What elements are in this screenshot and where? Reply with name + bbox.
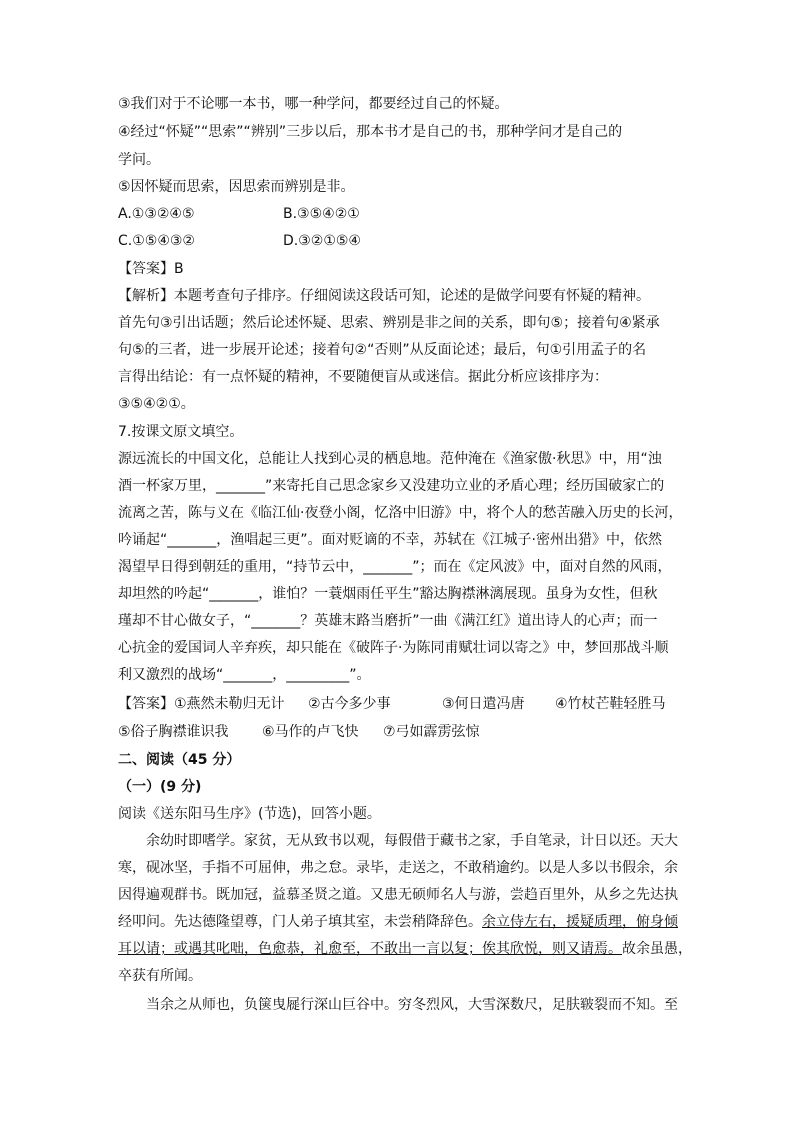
passage-line: 寒，砚冰坚，手指不可屈伸，弗之怠。录毕，走送之，不敢稍逾约。以是人多以书假余，余 [118, 860, 678, 876]
q7-body-line: 却坦然的吟起“_______，谁怕？一蓑烟雨任平生”豁达胸襟淋漓展现。虽身为女性，但秋 [118, 586, 658, 602]
passage-line: 余幼时即嗜学。家贫，无从致书以观，每假借于藏书之家，手自笔录，计日以还。天大 [146, 833, 678, 849]
q7-body-line: 瑾却不甘心做女子，“_______？英雄末路当磨折”一曲《满江红》道出诗人的心声；而一 [118, 613, 658, 629]
q7-answer-item: ⑥马作的卢飞快 [262, 724, 359, 740]
passage-line: 因得遍观群书。既加冠，益慕圣贤之道。又患无硕师名人与游，尝趋百里外，从乡之先达执 [118, 887, 678, 903]
q7-body-line: 流离之苦，陈与义在《临江仙·夜登小阁，忆洛中旧游》中，将个人的愁苦融入历史的长河， [118, 505, 683, 521]
sentence-4-cont: 学问。 [118, 152, 160, 168]
q7-answer-item: ④竹杖芒鞋轻胜马 [555, 696, 666, 712]
passage-text: 故余虽愚， [622, 941, 692, 957]
q7-answer-item: ⑤俗子胸襟谁识我 [118, 724, 229, 740]
q6-analysis-line: 句⑤的三者，进一步展开论述；接着句②“否则”从反面论述；最后，句①引用孟子的名 [118, 342, 647, 358]
q6-analysis-line: 言得出结论：有一点怀疑的精神，不要随便盲从或迷信。据此分析应该排序为： [118, 369, 608, 385]
passage-underlined: 余立侍左右，援疑质理，俯身倾 [482, 914, 678, 930]
q7-answer-item: ⑦弓如霹雳弦惊 [383, 724, 480, 740]
q7-body-line: 利又激烈的战场“_______，_________”。 [118, 667, 371, 683]
q7-body-line: 源远流长的中国文化，总能让人找到心灵的栖息地。范仲淹在《渔家傲·秋思》中，用“浊 [118, 451, 662, 467]
passage-line: 当余之从师也，负箧曳屣行深山巨谷中。穷冬烈风，大雪深数尺，足肤皲裂而不知。至 [146, 997, 678, 1013]
q7-body-line: 心抗金的爱国词人辛弃疾，却只能在《破阵子·为陈同甫赋壮词以寄之》中，梦回那战斗顺 [118, 640, 669, 656]
q7-answer-item: ③何日遣冯唐 [442, 696, 525, 712]
q6-analysis-line: 【解析】本题考查句子排序。仔细阅读这段话可知，论述的是做学问要有怀疑的精神。 [118, 288, 650, 304]
sentence-4: ④经过“怀疑”“思索”“辨别”三步以后，那本书才是自己的书，那种学问才是自己的 [118, 124, 623, 140]
q7-body-line: 酒一杯家万里，_______”来寄托自己思念家乡又没建功立业的矛盾心理；经历国破家亡的 [118, 478, 665, 494]
passage-line [118, 912, 678, 932]
passage-line: 卒获有所闻。 [118, 968, 202, 984]
passage-underlined: 耳以请；或遇其叱咄，色愈恭，礼愈至，不敢出一言以复；俟其欣悦，则又请焉。 [118, 941, 622, 957]
option-b: B.③⑤④②① [283, 206, 360, 222]
option-d: D.③②①⑤④ [283, 233, 361, 249]
q6-analysis-line: ③⑤④②①。 [118, 396, 195, 412]
section-2-subtitle: （一）(9 分) [118, 779, 202, 795]
q7-body-line: 渴望早日得到朝廷的重用，“持节云中，_______”；而在《定风波》中，面对自然的风雨， [118, 559, 672, 575]
q7-answer-label: 【答案】 [118, 696, 174, 712]
q7-body-line: 吟诵起“_______，渔唱起三更”。面对贬谪的不幸，苏轼在《江城子·密州出猎》中，依然 [118, 532, 662, 548]
passage-text: 经叩问。先达德隆望尊，门人弟子填其室，未尝稍降辞色。 [118, 914, 482, 930]
option-a: A.①③②④⑤ [118, 206, 195, 222]
passage-line [118, 939, 692, 959]
q7-title: 7.按课文原文填空。 [118, 424, 244, 440]
q7-answer-item: ②古今多少事 [308, 696, 391, 712]
sentence-5: ⑤因怀疑而思索，因思索而辨别是非。 [118, 179, 355, 195]
q6-analysis-line: 首先句③引出话题；然后论述怀疑、思索、辨别是非之间的关系，即句⑤；接着句④紧承 [118, 315, 660, 331]
q7-answer-item: ①燕然未勒归无计 [174, 696, 285, 712]
option-c: C.①⑤④③② [118, 233, 195, 249]
sentence-3: ③我们对于不论哪一本书，哪一种学问，都要经过自己的怀疑。 [118, 96, 509, 112]
section-2-title: 二、阅读（45 分） [118, 752, 241, 768]
q6-answer: 【答案】B [118, 261, 184, 277]
reading-intro: 阅读《送东阳马生序》(节选)，回答小题。 [118, 806, 381, 822]
